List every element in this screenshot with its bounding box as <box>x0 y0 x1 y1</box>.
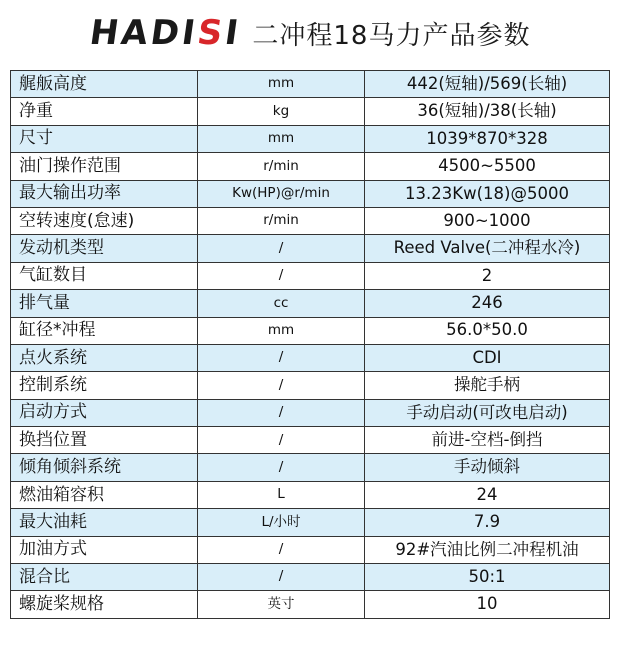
spec-name: 点火系统 <box>11 344 198 371</box>
table-row <box>11 427 610 454</box>
page-title: 二冲程18马力产品参数 <box>252 20 531 51</box>
spec-unit: / <box>198 454 365 481</box>
table-row <box>11 536 610 563</box>
spec-name: 燃油箱容积 <box>11 481 198 508</box>
table-row <box>11 481 610 508</box>
spec-unit: kg <box>198 98 365 125</box>
spec-name: 螺旋桨规格 <box>11 591 198 618</box>
spec-value: Reed Valve(二冲程水冷) <box>365 235 610 262</box>
spec-unit: / <box>198 235 365 262</box>
spec-value: 13.23Kw(18)@5000 <box>365 180 610 207</box>
spec-value: 操舵手柄 <box>365 372 610 399</box>
spec-unit: mm <box>198 125 365 152</box>
spec-value: 36(短轴)/38(长轴) <box>365 98 610 125</box>
spec-name: 启动方式 <box>11 399 198 426</box>
spec-name: 控制系统 <box>11 372 198 399</box>
spec-unit: 英寸 <box>198 591 365 618</box>
table-row <box>11 125 610 152</box>
spec-value: 92#汽油比例二冲程机油 <box>365 536 610 563</box>
header <box>0 0 620 66</box>
brand-text-2: S <box>194 13 228 53</box>
spec-unit: r/min <box>198 207 365 234</box>
spec-value: 2 <box>365 262 610 289</box>
spec-unit: / <box>198 372 365 399</box>
brand-logo <box>87 13 243 53</box>
spec-value: 50:1 <box>365 564 610 591</box>
spec-unit: / <box>198 564 365 591</box>
table-row <box>11 235 610 262</box>
table-row <box>11 591 610 618</box>
spec-unit: / <box>198 262 365 289</box>
spec-name: 气缸数目 <box>11 262 198 289</box>
spec-value: 56.0*50.0 <box>365 317 610 344</box>
spec-name: 加油方式 <box>11 536 198 563</box>
spec-name: 排气量 <box>11 290 198 317</box>
spec-table-body <box>11 71 610 619</box>
spec-name: 油门操作范围 <box>11 153 198 180</box>
spec-value: 246 <box>365 290 610 317</box>
table-row <box>11 290 610 317</box>
spec-name: 最大油耗 <box>11 509 198 536</box>
table-row <box>11 372 610 399</box>
spec-unit: mm <box>198 71 365 98</box>
spec-unit: cc <box>198 290 365 317</box>
spec-value: 4500~5500 <box>365 153 610 180</box>
spec-name: 艉舨高度 <box>11 71 198 98</box>
spec-value: 1039*870*328 <box>365 125 610 152</box>
spec-unit: / <box>198 427 365 454</box>
spec-name: 最大输出功率 <box>11 180 198 207</box>
spec-unit: L <box>198 481 365 508</box>
spec-name: 倾角倾斜系统 <box>11 454 198 481</box>
brand-text-1: HADI <box>86 13 201 53</box>
spec-value: 7.9 <box>365 509 610 536</box>
spec-value: 手动启动(可改电启动) <box>365 399 610 426</box>
table-row <box>11 153 610 180</box>
spec-value: 442(短轴)/569(长轴) <box>365 71 610 98</box>
spec-unit: L/小时 <box>198 509 365 536</box>
spec-name: 混合比 <box>11 564 198 591</box>
table-row <box>11 399 610 426</box>
spec-name: 净重 <box>11 98 198 125</box>
spec-unit: Kw(HP)@r/min <box>198 180 365 207</box>
table-row <box>11 207 610 234</box>
table-row <box>11 98 610 125</box>
spec-name: 缸径*冲程 <box>11 317 198 344</box>
table-row <box>11 180 610 207</box>
table-row <box>11 71 610 98</box>
spec-name: 发动机类型 <box>11 235 198 262</box>
spec-value: 手动倾斜 <box>365 454 610 481</box>
spec-unit: mm <box>198 317 365 344</box>
spec-value: 10 <box>365 591 610 618</box>
table-row <box>11 262 610 289</box>
brand-text-3: I <box>221 13 244 53</box>
table-row <box>11 344 610 371</box>
spec-name: 空转速度(怠速) <box>11 207 198 234</box>
spec-value: 前进-空档-倒挡 <box>365 427 610 454</box>
spec-value: CDI <box>365 344 610 371</box>
spec-value: 24 <box>365 481 610 508</box>
table-row <box>11 509 610 536</box>
spec-unit: / <box>198 399 365 426</box>
spec-unit: r/min <box>198 153 365 180</box>
table-row <box>11 454 610 481</box>
spec-value: 900~1000 <box>365 207 610 234</box>
spec-unit: / <box>198 536 365 563</box>
spec-unit: / <box>198 344 365 371</box>
table-row <box>11 564 610 591</box>
table-row <box>11 317 610 344</box>
spec-table <box>10 70 610 619</box>
spec-name: 换挡位置 <box>11 427 198 454</box>
spec-name: 尺寸 <box>11 125 198 152</box>
